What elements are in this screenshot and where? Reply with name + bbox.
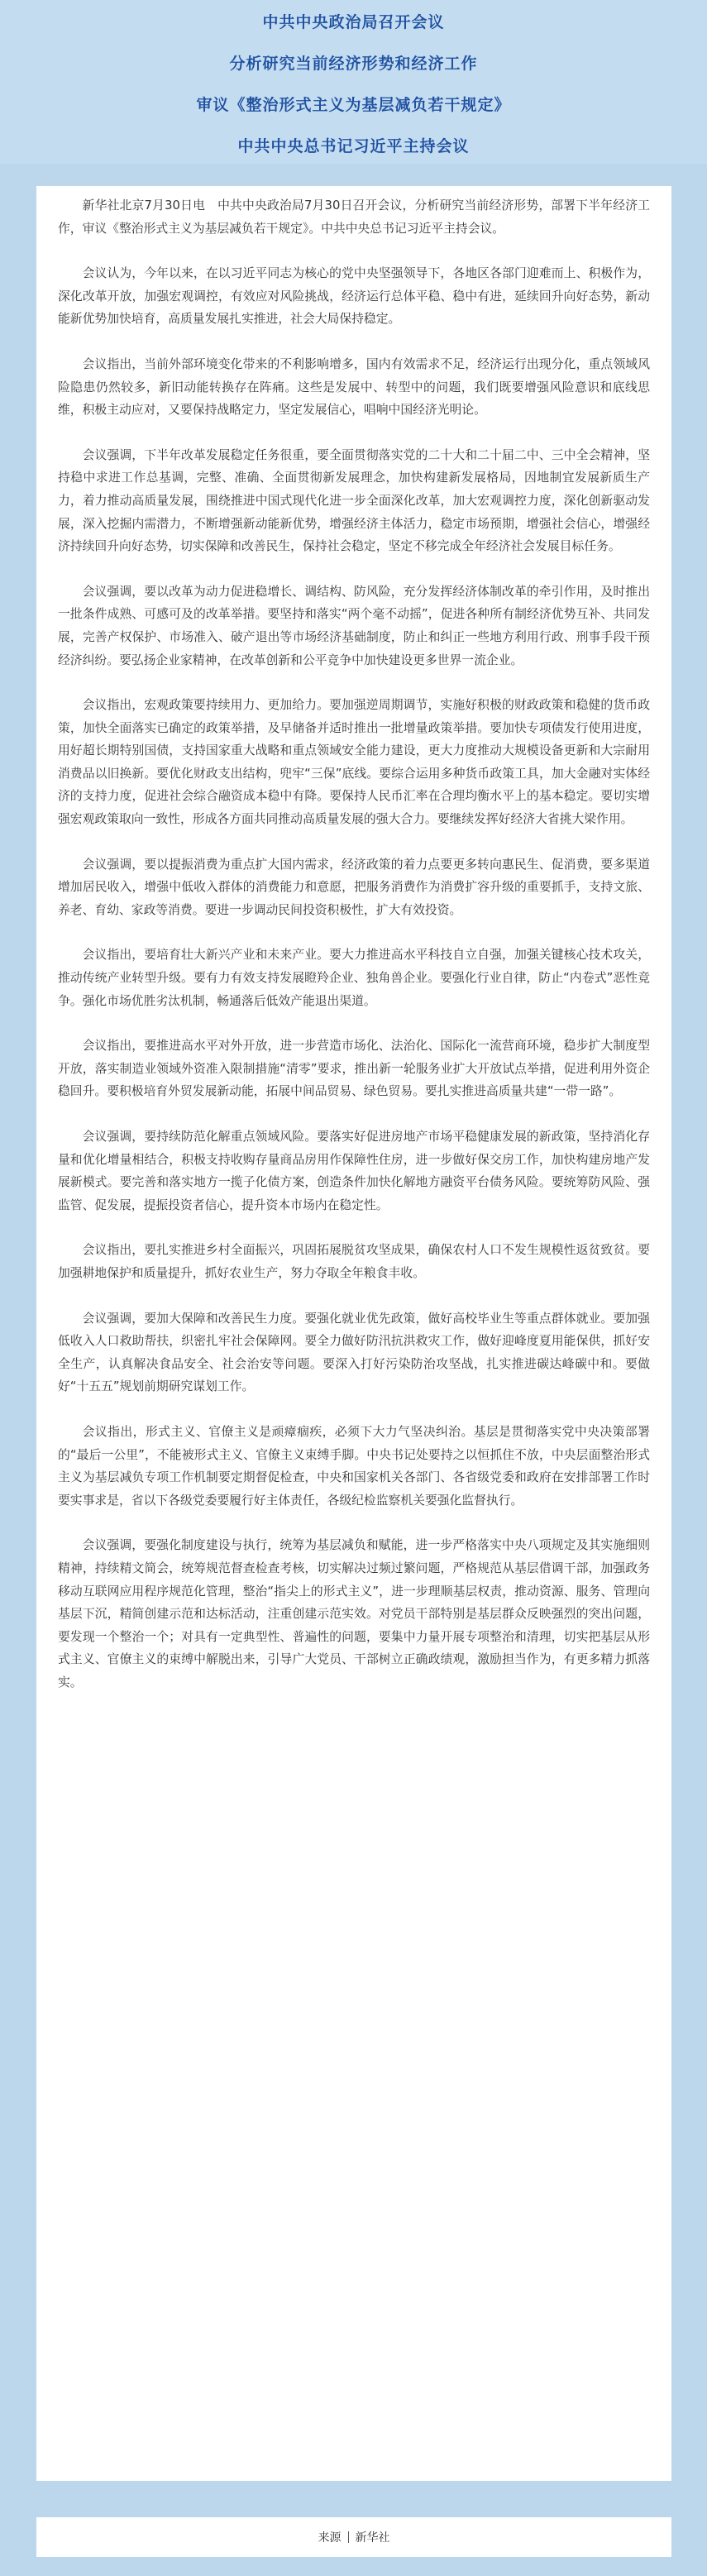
paragraph: 会议指出，宏观政策要持续用力、更加给力。要加强逆周期调节，实施好积极的财政政策和稳健的货币政策，加快全面落实已确定的政策举措，及早储备并适时推出一批增量政策举措。要加快专项债发行使用进度，用好超长期特别国债，支持国家重大战略和重点领域安全能力建设，更大力度推动大规模设备更新和大宗耐用消费品以旧换新。要优化财政支出结构，兜牢“三保”底线。要综合运用多种货币政策工具，加大金融对实体经济的支持力度，促进社会综合融资成本稳中有降。要保持人民币汇率在合理均衡水平上的基本稳定。要切实增强宏观政策取向一致性，形成各方面共同推动高质量发展的强大合力。要继续发挥好经济大省挑大梁作用。 — [58, 698, 650, 827]
paragraph: 新华社北京7月30日电 中共中央政治局7月30日召开会议，分析研究当前经济形势，部署下半年经济工作，审议《整治形式主义为基层减负若干规定》。中共中央总书记习近平主持会议。 — [58, 198, 650, 236]
paragraph: 会议强调，要以改革为动力促进稳增长、调结构、防风险，充分发挥经济体制改革的牵引作用，及时推出一批条件成熟、可感可及的改革举措。要坚持和落实“两个毫不动摇”，促进各种所有制经济优势互补、共同发展，完善产权保护、市场准入、破产退出等市场经济基础制度，防止和纠正一些地方利用行政、刑事手段干预经济纠纷。要弘扬企业家精神，在改革创新和公平竞争中加快建设更多世界一流企业。 — [58, 584, 650, 667]
paragraph: 会议指出，形式主义、官僚主义是顽瘴痼疾，必须下大力气坚决纠治。基层是贯彻落实党中央决策部署的“最后一公里”，不能被形式主义、官僚主义束缚手脚。中央书记处要持之以恒抓住不放，中央层面整治形式主义为基层减负专项工作机制要定期督促检查，中央和国家机关各部门、各省级党委和政府在安排部署工作时要实事求是，省以下各级党委要履行好主体责任，各级纪检监察机关要强化监督执行。 — [58, 1424, 650, 1508]
headline-meeting: 中共中央政治局召开会议 — [262, 13, 445, 31]
paragraph: 会议强调，要加大保障和改善民生力度。要强化就业优先政策，做好高校毕业生等重点群体就业。要加强低收入人口救助帮扶，织密扎牢社会保障网。要全力做好防汛抗洪救灾工作，做好迎峰度夏用能保供，抓好安全生产，认真解决食品安全、社会治安等问题。要深入打好污染防治攻坚战，扎实推进碳达峰碳中和。要做好“十五五”规划前期研究谋划工作。 — [58, 1311, 650, 1394]
paragraph: 会议指出，要扎实推进乡村全面振兴，巩固拓展脱贫攻坚成果，确保农村人口不发生规模性返贫致贫。要加强耕地保护和质量提升，抓好农业生产，努力夺取全年粮食丰收。 — [58, 1243, 650, 1280]
article-body — [36, 186, 671, 2481]
paragraph: 会议强调，下半年改革发展稳定任务很重，要全面贯彻落实党的二十大和二十届二中、三中全会精神，坚持稳中求进工作总基调，完整、准确、全面贯彻新发展理念，加快构建新发展格局，因地制宜发展新质生产力，着力推动高质量发展，围绕推进中国式现代化进一步全面深化改革，加大宏观调控力度，深化创新驱动发展，深入挖掘内需潜力，不断增强新动能新优势，增强经济主体活力，稳定市场预期，增强社会信心，增强经济持续回升向好态势，切实保障和改善民生，保持社会稳定，坚定不移完成全年经济社会发展目标任务。 — [58, 447, 650, 554]
source-name: 新华社 — [355, 2531, 390, 2545]
paragraph: 会议强调，要持续防范化解重点领域风险。要落实好促进房地产市场平稳健康发展的新政策，坚持消化存量和优化增量相结合，积极支持收购存量商品房用作保障性住房，进一步做好保交房工作，加快构建房地产发展新模式。要完善和落实地方一揽子化债方案，创造条件加快化解地方融资平台债务风险。要统筹防风险、强监管、促发展，提振投资者信心，提升资本市场内在稳定性。 — [58, 1130, 650, 1212]
paragraph: 会议指出，要推进高水平对外开放，进一步营造市场化、法治化、国际化一流营商环境，稳步扩大制度型开放，落实制造业领域外资准入限制措施“清零”要求，推出新一轮服务业扩大开放试点举措，促进利用外资企稳回升。要积极培育外贸发展新动能，拓展中间品贸易、绿色贸易。要扎实推进高质量共建“一带一路”。 — [58, 1039, 650, 1099]
paragraph: 会议指出，当前外部环境变化带来的不利影响增多，国内有效需求不足，经济运行出现分化，重点领域风险隐患仍然较多，新旧动能转换存在阵痛。这些是发展中、转型中的问题，我们既要增强风险意识和底线思维，积极主动应对，又要保持战略定力，坚定发展信心，唱响中国经济光明论。 — [58, 356, 650, 418]
source-label: 来源 — [318, 2531, 342, 2545]
headline-economy: 分析研究当前经济形势和经济工作 — [229, 55, 478, 73]
headline-chair: 中共中央总书记习近平主持会议 — [237, 137, 470, 155]
paragraph: 会议强调，要强化制度建设与执行，统筹为基层减负和赋能，进一步严格落实中央八项规定及其实施细则精神，持续精文简会，统筹规范督查检查考核，切实解决过频过繁问题，严格规范从基层借调干部，加强政务移动互联网应用程序规范化管理，整治“指尖上的形式主义”，进一步理顺基层权责，推动资源、服务、管理向基层下沉，精简创建示范和达标活动，注重创建示范实效。对党员干部特别是基层群众反映强烈的突出问题，要发现一个整治一个；对具有一定典型性、普遍性的问题，要集中力量开展专项整治和清理，切实把基层从形式主义、官僚主义的束缚中解脱出来，引导广大党员、干部树立正确政绩观，激励担当作为，有更多精力抓落实。 — [58, 1538, 650, 1689]
paragraph: 会议认为，今年以来，在以习近平同志为核心的党中央坚强领导下，各地区各部门迎难而上、积极作为，深化改革开放，加强宏观调控，有效应对风险挑战，经济运行总体平稳、稳中有进，延续回升向好态势，新动能新优势加快培育，高质量发展扎实推进，社会大局保持稳定。 — [58, 266, 650, 327]
paragraph: 会议指出，要培育壮大新兴产业和未来产业。要大力推进高水平科技自立自强，加强关键核心技术攻关，推动传统产业转型升级。要有力有效支持发展瞪羚企业、独角兽企业。要强化行业自律，防止“内卷式”恶性竞争。强化市场优胜劣汰机制，畅通落后低效产能退出渠道。 — [58, 948, 650, 1008]
header-band — [0, 0, 707, 164]
source-divider — [348, 2531, 349, 2543]
headline-regulation: 审议《整治形式主义为基层减负若干规定》 — [196, 96, 511, 114]
paragraph: 会议强调，要以提振消费为重点扩大国内需求，经济政策的着力点要更多转向惠民生、促消费，要多渠道增加居民收入，增强中低收入群体的消费能力和意愿，把服务消费作为消费扩容升级的重要抓手，支持文旅、养老、育幼、家政等消费。要进一步调动民间投资积极性，扩大有效投资。 — [58, 857, 650, 917]
source-footer — [36, 2517, 671, 2557]
